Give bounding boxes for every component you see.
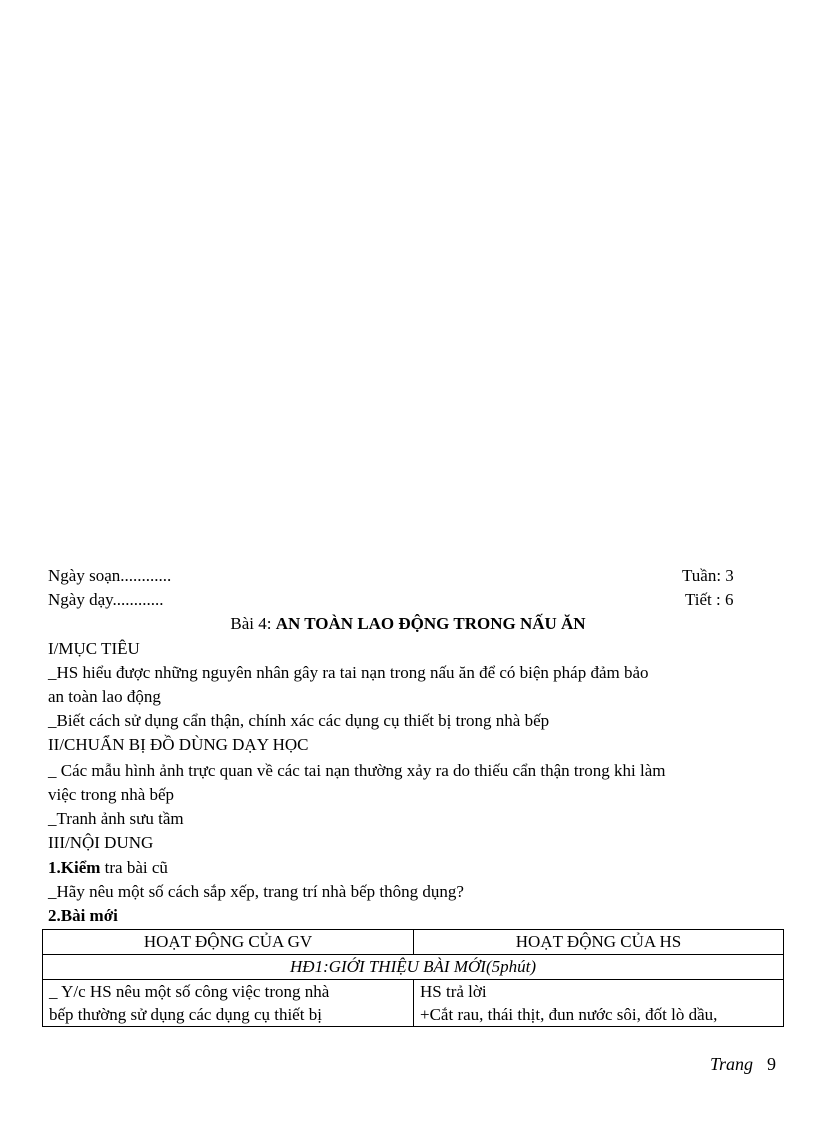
hs-line-2: +Cắt rau, thái thịt, đun nước sôi, đốt lò dầu, (420, 1005, 718, 1024)
chuan-bi-heading: II/CHUẨN BỊ ĐỒ DÙNG DẠY HỌC (48, 735, 309, 754)
table-row (43, 980, 784, 1027)
ngay-day: Ngày dạy............ (48, 590, 164, 609)
kiem-tra-bold: 1.Kiểm (48, 858, 101, 877)
col-header-gv: HOẠT ĐỘNG CỦA GV (43, 930, 414, 955)
col-header-hs: HOẠT ĐỘNG CỦA HS (414, 930, 784, 955)
lesson-title-prefix: Bài 4: (230, 614, 276, 633)
hs-cell (414, 980, 784, 1027)
activity-table (42, 929, 784, 1027)
gv-cell (43, 980, 414, 1027)
muc-tieu-line-1: _HS hiểu được những nguyên nhân gây ra tai nạn trong nấu ăn để có biện pháp đảm bảo (48, 663, 649, 682)
table-section-row (43, 955, 784, 980)
lesson-title (0, 612, 816, 636)
kiem-tra-rest: tra bài cũ (100, 858, 168, 877)
tiet: Tiết : 6 (685, 590, 734, 609)
gv-line-2: bếp thường sử dụng các dụng cụ thiết bị (49, 1005, 322, 1024)
section-hd1: HĐ1:GIỚI THIỆU BÀI MỚI(5phút) (43, 955, 784, 980)
noi-dung-heading: III/NỘI DUNG (48, 833, 154, 852)
page-number: 9 (767, 1054, 776, 1074)
muc-tieu-line-2: an toàn lao động (48, 687, 161, 706)
chuan-bi-line-1: _ Các mẫu hình ảnh trực quan về các tai nạn thường xảy ra do thiếu cẩn thận trong khi làm (48, 761, 666, 780)
footer-label: Trang (709, 1054, 753, 1074)
kiem-tra-question: _Hãy nêu một số cách sắp xếp, trang trí nhà bếp thông dụng? (48, 882, 464, 901)
lesson-title-main: AN TOÀN LAO ĐỘNG TRONG NẤU ĂN (275, 614, 586, 633)
muc-tieu-heading: I/MỤC TIÊU (48, 639, 140, 658)
chuan-bi-line-3: _Tranh ảnh sưu tầm (48, 809, 184, 828)
tuan: Tuần: 3 (682, 566, 734, 585)
bai-moi-label: 2.Bài mới (48, 906, 118, 925)
bai-moi-heading (48, 904, 118, 928)
chuan-bi-line-2: việc trong nhà bếp (48, 785, 175, 804)
kiem-tra-heading (48, 856, 168, 880)
ngay-soan: Ngày soạn............ (48, 566, 172, 585)
page-footer (710, 1052, 776, 1076)
table-header-row (43, 930, 784, 955)
gv-line-1: _ Y/c HS nêu một số công việc trong nhà (49, 982, 330, 1001)
muc-tieu-line-3: _Biết cách sử dụng cẩn thận, chính xác các dụng cụ thiết bị trong nhà bếp (48, 711, 550, 730)
hs-line-1: HS trả lời (420, 982, 487, 1001)
